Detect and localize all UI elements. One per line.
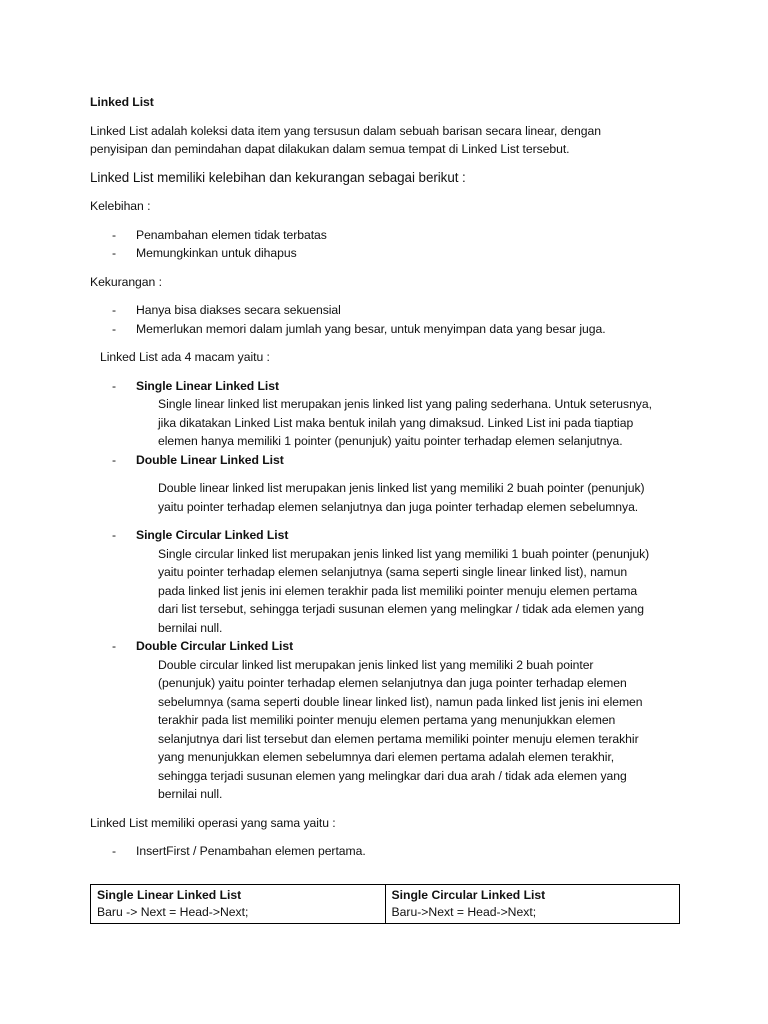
list-item	[90, 301, 690, 320]
dash-bullet: -	[112, 528, 117, 542]
dash-bullet: -	[112, 303, 117, 317]
kelebihan-heading: Kelebihan :	[90, 199, 151, 213]
table-cell-single-linear	[91, 885, 386, 924]
dash-bullet: -	[112, 227, 117, 242]
type-description	[158, 545, 690, 638]
kekurangan-list	[90, 301, 690, 338]
list-item	[90, 226, 690, 245]
kekurangan-heading: Kekurangan :	[90, 274, 162, 289]
operations-intro: Linked List memiliki operasi yang sama yaitu :	[90, 815, 336, 830]
code-comparison-table	[90, 884, 680, 924]
type-description-line: sebelumnya (sama seperti double linear linked list), namun pada linked list jenis ini elemen	[158, 694, 643, 709]
list-item	[90, 320, 690, 339]
dash-bullet: -	[112, 639, 117, 653]
list-item-text: Hanya bisa diakses secara sekuensial	[136, 303, 341, 317]
list-item-text: Memungkinkan untuk dihapus	[136, 246, 297, 260]
type-description-line: yaitu pointer terhadap elemen selanjutnya dan juga pointer terhadap elemen sebelumnya.	[158, 499, 639, 514]
type-item-double-circular	[90, 637, 690, 804]
type-description	[158, 479, 690, 516]
type-description-line: jika dikatakan Linked List maka bentuk inilah yang dimaksud. Linked List ini pada tiaptiap	[158, 415, 634, 430]
types-intro: Linked List ada 4 macam yaitu :	[100, 350, 270, 364]
type-description-line: Double circular linked list merupakan jenis linked list yang memiliki 2 buah pointer	[158, 657, 594, 672]
type-description	[158, 656, 690, 804]
operations-list	[90, 842, 690, 861]
type-name: Double Linear Linked List	[136, 452, 284, 467]
type-description-line: selanjutnya dari list tersebut dan elemen pertama memiliki pointer menuju elemen terakhir	[158, 731, 639, 746]
type-name: Double Circular Linked List	[136, 639, 294, 653]
dash-bullet: -	[112, 844, 117, 858]
list-item	[90, 842, 690, 861]
type-description-line: pada linked list jenis ini elemen terakhir pada list memiliki pointer menuju elemen pertama	[158, 583, 638, 598]
dash-bullet: -	[112, 378, 117, 393]
type-description-line: Double linear linked list merupakan jenis linked list yang memiliki 2 buah pointer (penunjuk)	[158, 481, 645, 495]
table-code-single-linear: Baru -> Next = Head->Next;	[97, 905, 249, 919]
document-body	[90, 93, 690, 871]
list-item	[90, 244, 690, 263]
list-item-text: Memerlukan memori dalam jumlah yang besar, untuk menyimpan data yang besar juga.	[136, 321, 606, 336]
type-description-line: bernilai null.	[158, 787, 223, 801]
type-name: Single Linear Linked List	[136, 378, 279, 393]
type-description-line: bernilai null.	[158, 620, 223, 635]
type-item-double-linear	[90, 451, 690, 517]
table-header-single-circular: Single Circular Linked List	[391, 888, 546, 902]
type-description-line: terakhir pada list memiliki pointer menuju elemen pertama yang menunjukkan elemen	[158, 713, 616, 727]
table-row	[91, 885, 680, 924]
document-title: Linked List	[90, 95, 154, 109]
type-name: Single Circular Linked List	[136, 528, 289, 542]
type-item-single-linear	[90, 377, 690, 451]
type-description-line: sehingga terjadi susunan elemen yang melingkar dari dua arah / tidak ada elemen yang	[158, 768, 627, 783]
type-description-line: yaitu pointer terhadap elemen selanjutnya (sama seperti single linear linked list), namun	[158, 565, 628, 579]
intro-line: penyisipan dan pemindahan dapat dilakukan dalam semua tempat di Linked List tersebut.	[90, 142, 570, 156]
lead-paragraph: Linked List memiliki kelebihan dan kekurangan sebagai berikut :	[90, 169, 466, 185]
intro-line: Linked List adalah koleksi data item yang tersusun dalam sebuah barisan secara linear, dengan	[90, 123, 601, 138]
type-description-line: dari list tersebut, sehingga terjadi susunan elemen yang melingkar / tidak ada elemen yang	[158, 602, 645, 616]
list-item-text: InsertFirst / Penambahan elemen pertama.	[136, 844, 366, 858]
types-list	[90, 377, 690, 804]
dash-bullet: -	[112, 452, 117, 467]
type-description	[158, 395, 690, 451]
dash-bullet: -	[112, 321, 117, 336]
kelebihan-list	[90, 226, 690, 263]
type-description-line: (penunjuk) yaitu pointer terhadap elemen selanjutnya dan juga pointer terhadap elemen	[158, 676, 627, 690]
type-description-line: Single linear linked list merupakan jenis linked list yang paling sederhana. Untuk seterusnya,	[158, 397, 652, 411]
table-code-single-circular: Baru->Next = Head->Next;	[391, 905, 537, 919]
type-item-single-circular	[90, 526, 690, 637]
type-description-line: elemen hanya memiliki 1 pointer (penunjuk) yaitu pointer terhadap elemen selanjutnya.	[158, 434, 623, 448]
table-header-single-linear: Single Linear Linked List	[97, 888, 242, 902]
list-item-text: Penambahan elemen tidak terbatas	[136, 227, 327, 242]
intro-paragraph	[90, 122, 690, 159]
dash-bullet: -	[112, 246, 117, 260]
type-description-line: Single circular linked list merupakan jenis linked list yang memiliki 1 buah pointer (penunjuk)	[158, 546, 650, 561]
type-description-line: yang menunjukkan elemen sebelumnya dari elemen pertama adalah elemen terakhir,	[158, 750, 615, 764]
table-cell-single-circular	[385, 885, 680, 924]
